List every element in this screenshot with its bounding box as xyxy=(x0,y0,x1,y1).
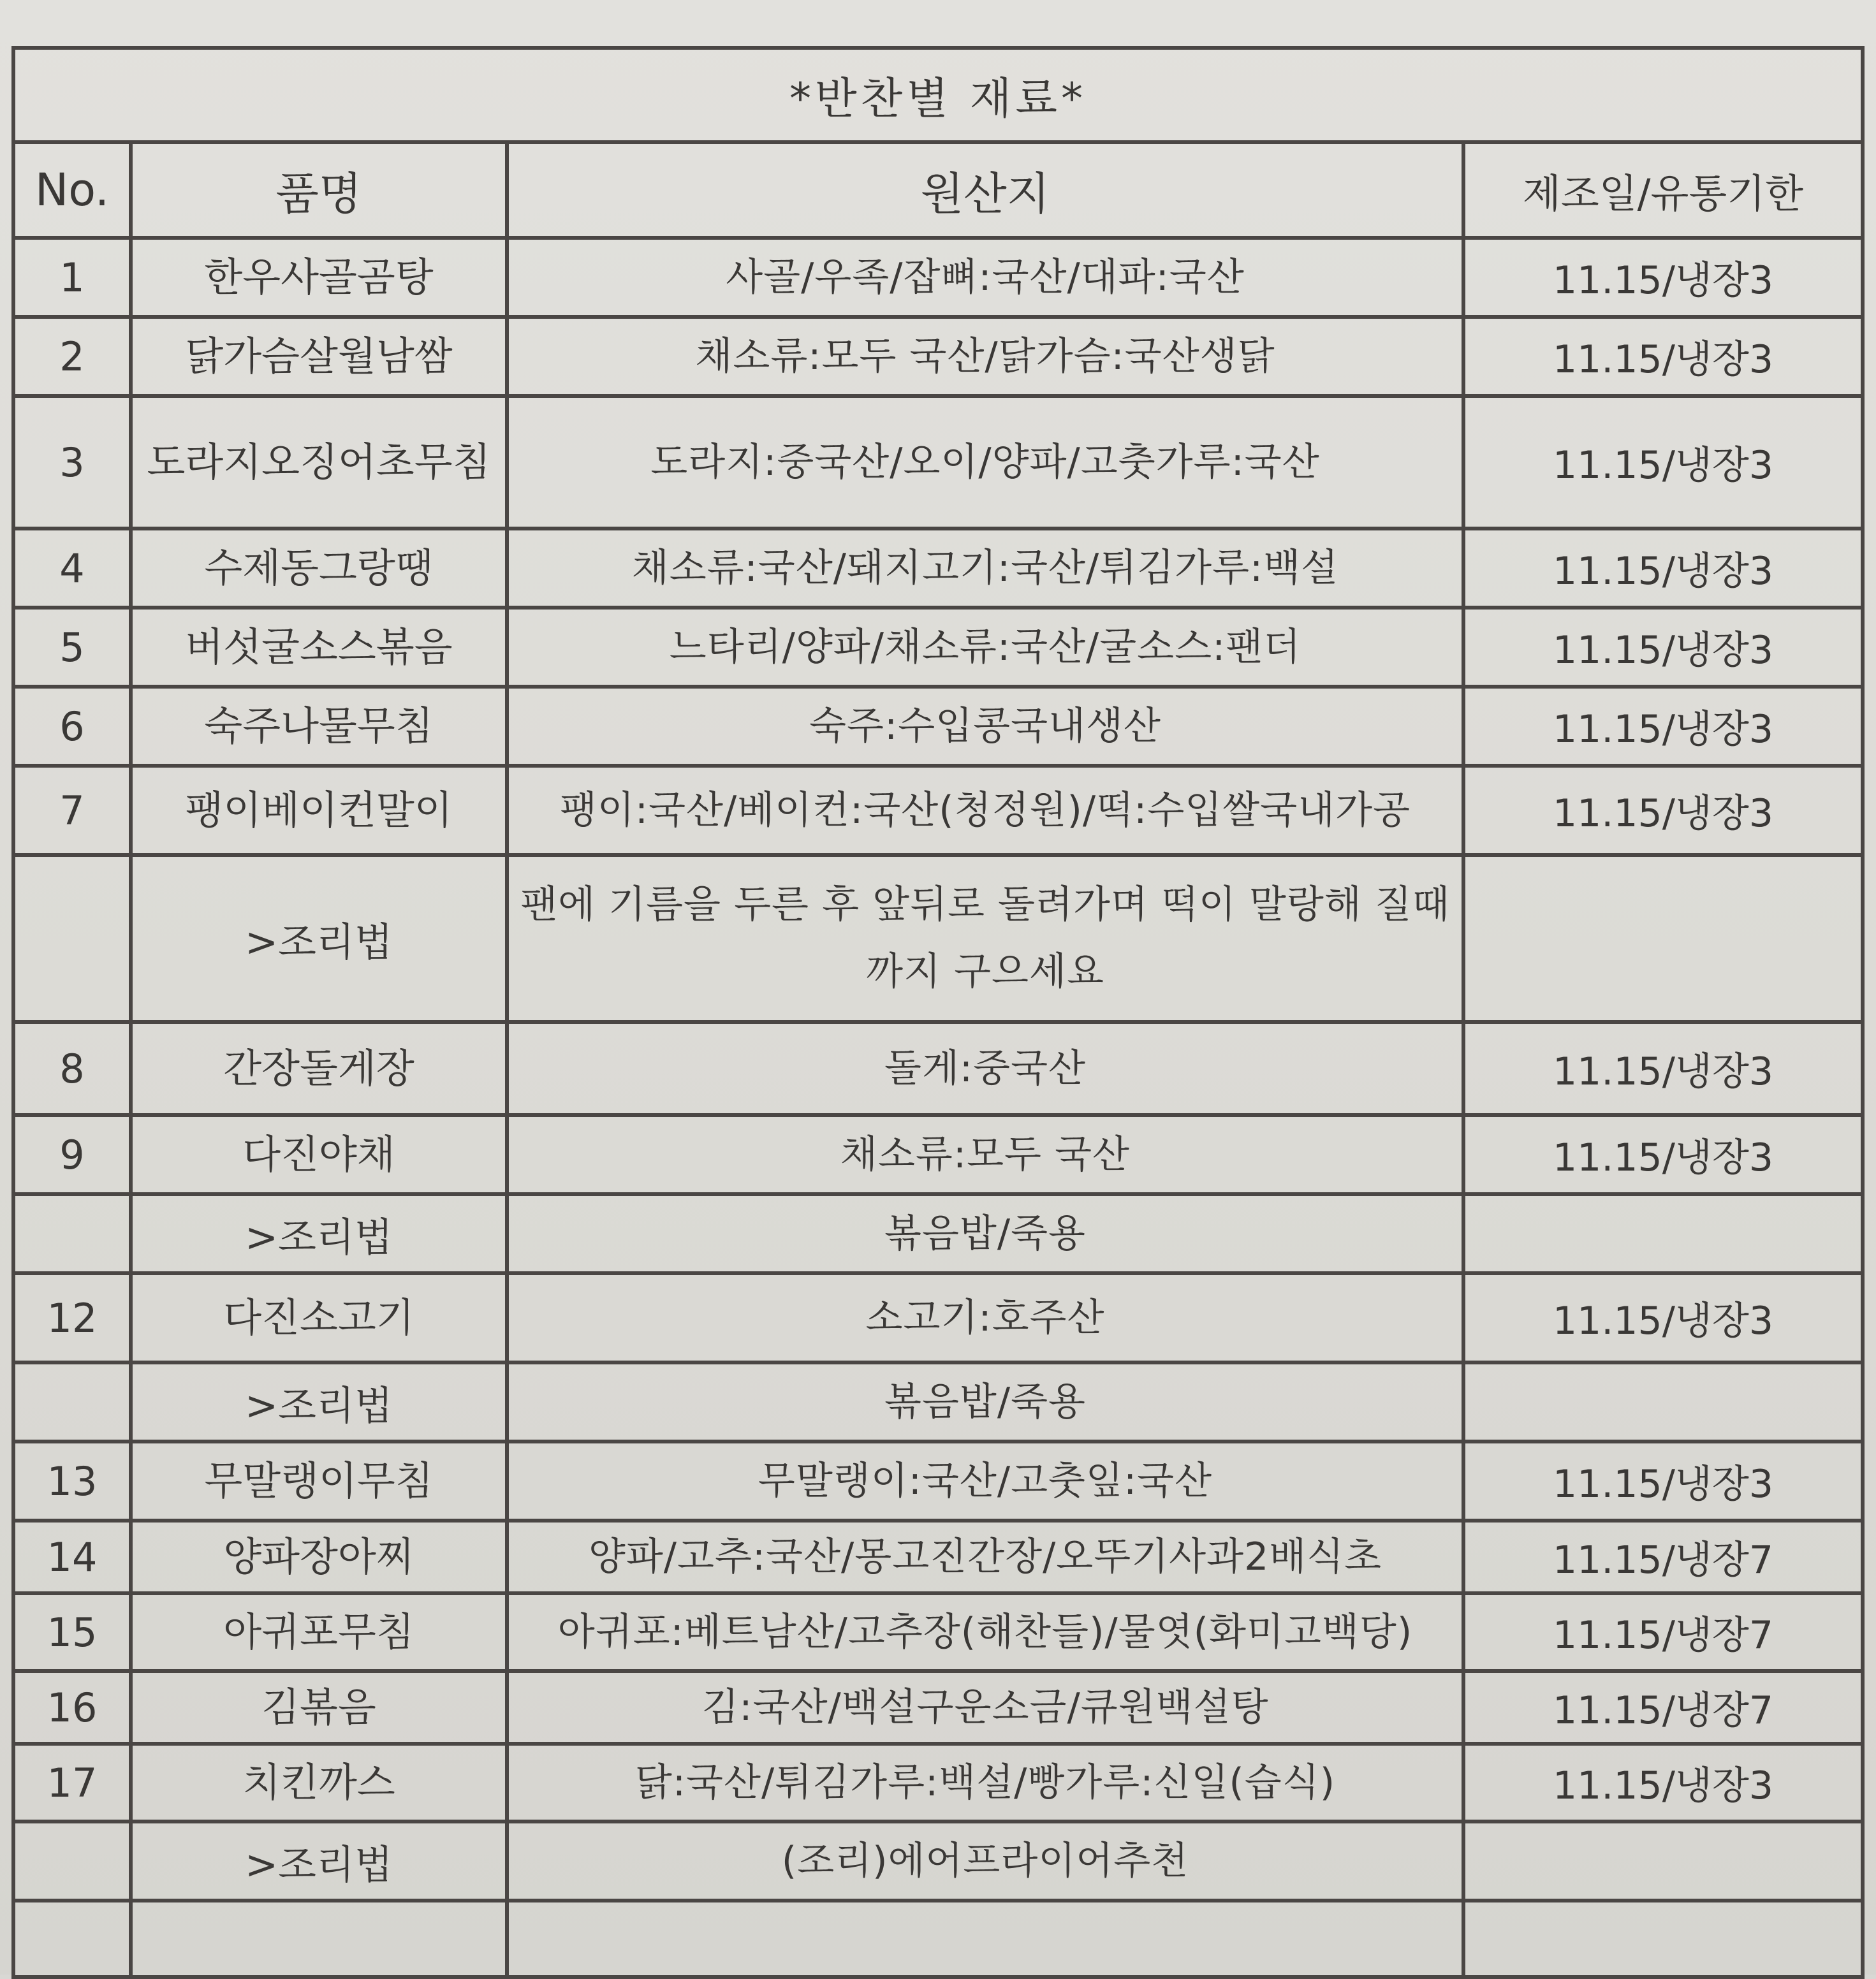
row-number xyxy=(13,1194,131,1273)
recipe-label: >조리법 xyxy=(131,1194,507,1273)
row-number: 17 xyxy=(13,1744,131,1822)
recipe-instructions: 볶음밥/죽용 xyxy=(507,1194,1463,1273)
table-row xyxy=(13,1273,1863,1362)
header-name: 품명 xyxy=(131,142,507,238)
date-expiry: 11.15/냉장3 xyxy=(1463,1442,1863,1521)
origin-info: 팽이:국산/베이컨:국산(청정원)/떡:수입쌀국내가공 xyxy=(507,766,1463,855)
recipe-instructions: (조리)에어프라이어추천 xyxy=(507,1822,1463,1901)
table-row xyxy=(13,1442,1863,1521)
table-row xyxy=(13,766,1863,855)
item-name: 김볶음 xyxy=(131,1671,507,1744)
recipe-label: >조리법 xyxy=(131,1362,507,1442)
origin-info: 도라지:중국산/오이/양파/고춧가루:국산 xyxy=(507,396,1463,529)
row-number: 8 xyxy=(13,1022,131,1115)
row-number: 12 xyxy=(13,1273,131,1362)
header-origin: 원산지 xyxy=(507,142,1463,238)
date-expiry: 11.15/냉장3 xyxy=(1463,766,1863,855)
origin-info: 사골/우족/잡뼈:국산/대파:국산 xyxy=(507,238,1463,317)
table-row xyxy=(13,1115,1863,1194)
date-expiry xyxy=(1463,1822,1863,1901)
date-expiry: 11.15/냉장3 xyxy=(1463,238,1863,317)
date-expiry: 11.15/냉장3 xyxy=(1463,1022,1863,1115)
ingredients-table xyxy=(11,46,1865,1979)
item-name: 숙주나물무침 xyxy=(131,687,507,766)
row-number xyxy=(13,1362,131,1442)
row-number: 13 xyxy=(13,1442,131,1521)
date-expiry: 11.15/냉장3 xyxy=(1463,608,1863,687)
origin-info: 김:국산/백설구운소금/큐원백설탕 xyxy=(507,1671,1463,1744)
origin-info: 채소류:모두 국산/닭가슴:국산생닭 xyxy=(507,317,1463,396)
table-row xyxy=(13,1901,1863,1977)
origin-info: 양파/고추:국산/몽고진간장/오뚜기사과2배식초 xyxy=(507,1521,1463,1593)
item-name: 닭가슴살월남쌈 xyxy=(131,317,507,396)
table-row xyxy=(13,608,1863,687)
row-number: 3 xyxy=(13,396,131,529)
table-row xyxy=(13,1671,1863,1744)
table-row xyxy=(13,238,1863,317)
item-name: 치킨까스 xyxy=(131,1744,507,1822)
item-name: 한우사골곰탕 xyxy=(131,238,507,317)
row-number: 2 xyxy=(13,317,131,396)
recipe-instructions: 팬에 기름을 두른 후 앞뒤로 돌려가며 떡이 말랑해 질때까지 구으세요 xyxy=(507,855,1463,1022)
recipe-label: >조리법 xyxy=(131,855,507,1022)
table-row xyxy=(13,1593,1863,1671)
row-number: 14 xyxy=(13,1521,131,1593)
item-name: 버섯굴소스볶음 xyxy=(131,608,507,687)
origin-info: 느타리/양파/채소류:국산/굴소스:팬더 xyxy=(507,608,1463,687)
date-expiry xyxy=(1463,1901,1863,1977)
row-number: 6 xyxy=(13,687,131,766)
item-name: 도라지오징어초무침 xyxy=(131,396,507,529)
item-name: 간장돌게장 xyxy=(131,1022,507,1115)
header-date: 제조일/유통기한 xyxy=(1463,142,1863,238)
date-expiry xyxy=(1463,1362,1863,1442)
row-number xyxy=(13,855,131,1022)
origin-info: 숙주:수입콩국내생산 xyxy=(507,687,1463,766)
date-expiry xyxy=(1463,1194,1863,1273)
origin-info: 닭:국산/튀김가루:백설/빵가루:신일(습식) xyxy=(507,1744,1463,1822)
item-name: 다진야채 xyxy=(131,1115,507,1194)
origin-info: 채소류:모두 국산 xyxy=(507,1115,1463,1194)
item-name: 아귀포무침 xyxy=(131,1593,507,1671)
date-expiry: 11.15/냉장3 xyxy=(1463,1273,1863,1362)
table-row xyxy=(13,317,1863,396)
date-expiry: 11.15/냉장3 xyxy=(1463,687,1863,766)
recipe-row xyxy=(13,1362,1863,1442)
date-expiry: 11.15/냉장3 xyxy=(1463,529,1863,608)
row-number: 4 xyxy=(13,529,131,608)
origin-info: 소고기:호주산 xyxy=(507,1273,1463,1362)
date-expiry: 11.15/냉장3 xyxy=(1463,1744,1863,1822)
row-number: 1 xyxy=(13,238,131,317)
row-number: 15 xyxy=(13,1593,131,1671)
table-row xyxy=(13,529,1863,608)
recipe-row xyxy=(13,855,1863,1022)
recipe-label: >조리법 xyxy=(131,1822,507,1901)
origin-info xyxy=(507,1901,1463,1977)
item-name xyxy=(131,1901,507,1977)
date-expiry: 11.15/냉장3 xyxy=(1463,1115,1863,1194)
date-expiry: 11.15/냉장3 xyxy=(1463,317,1863,396)
origin-info: 무말랭이:국산/고춧잎:국산 xyxy=(507,1442,1463,1521)
row-number: 9 xyxy=(13,1115,131,1194)
header-no: No. xyxy=(13,142,131,238)
table-row xyxy=(13,687,1863,766)
origin-info: 아귀포:베트남산/고추장(해찬들)/물엿(화미고백당) xyxy=(507,1593,1463,1671)
date-expiry: 11.15/냉장7 xyxy=(1463,1593,1863,1671)
row-number: 16 xyxy=(13,1671,131,1744)
date-expiry: 11.15/냉장7 xyxy=(1463,1671,1863,1744)
recipe-instructions: 볶음밥/죽용 xyxy=(507,1362,1463,1442)
item-name: 무말랭이무침 xyxy=(131,1442,507,1521)
row-number xyxy=(13,1822,131,1901)
table-row xyxy=(13,1521,1863,1593)
row-number: 7 xyxy=(13,766,131,855)
origin-info: 돌게:중국산 xyxy=(507,1022,1463,1115)
row-number xyxy=(13,1901,131,1977)
table-row xyxy=(13,1022,1863,1115)
recipe-row xyxy=(13,1822,1863,1901)
row-number: 5 xyxy=(13,608,131,687)
table-row xyxy=(13,1744,1863,1822)
item-name: 양파장아찌 xyxy=(131,1521,507,1593)
item-name: 수제동그랑땡 xyxy=(131,529,507,608)
date-expiry: 11.15/냉장7 xyxy=(1463,1521,1863,1593)
item-name: 팽이베이컨말이 xyxy=(131,766,507,855)
origin-info: 채소류:국산/돼지고기:국산/튀김가루:백설 xyxy=(507,529,1463,608)
table-body xyxy=(13,238,1863,1977)
date-expiry xyxy=(1463,855,1863,1022)
table-title: *반찬별 재료* xyxy=(13,48,1863,142)
table-row xyxy=(13,396,1863,529)
recipe-row xyxy=(13,1194,1863,1273)
item-name: 다진소고기 xyxy=(131,1273,507,1362)
date-expiry: 11.15/냉장3 xyxy=(1463,396,1863,529)
